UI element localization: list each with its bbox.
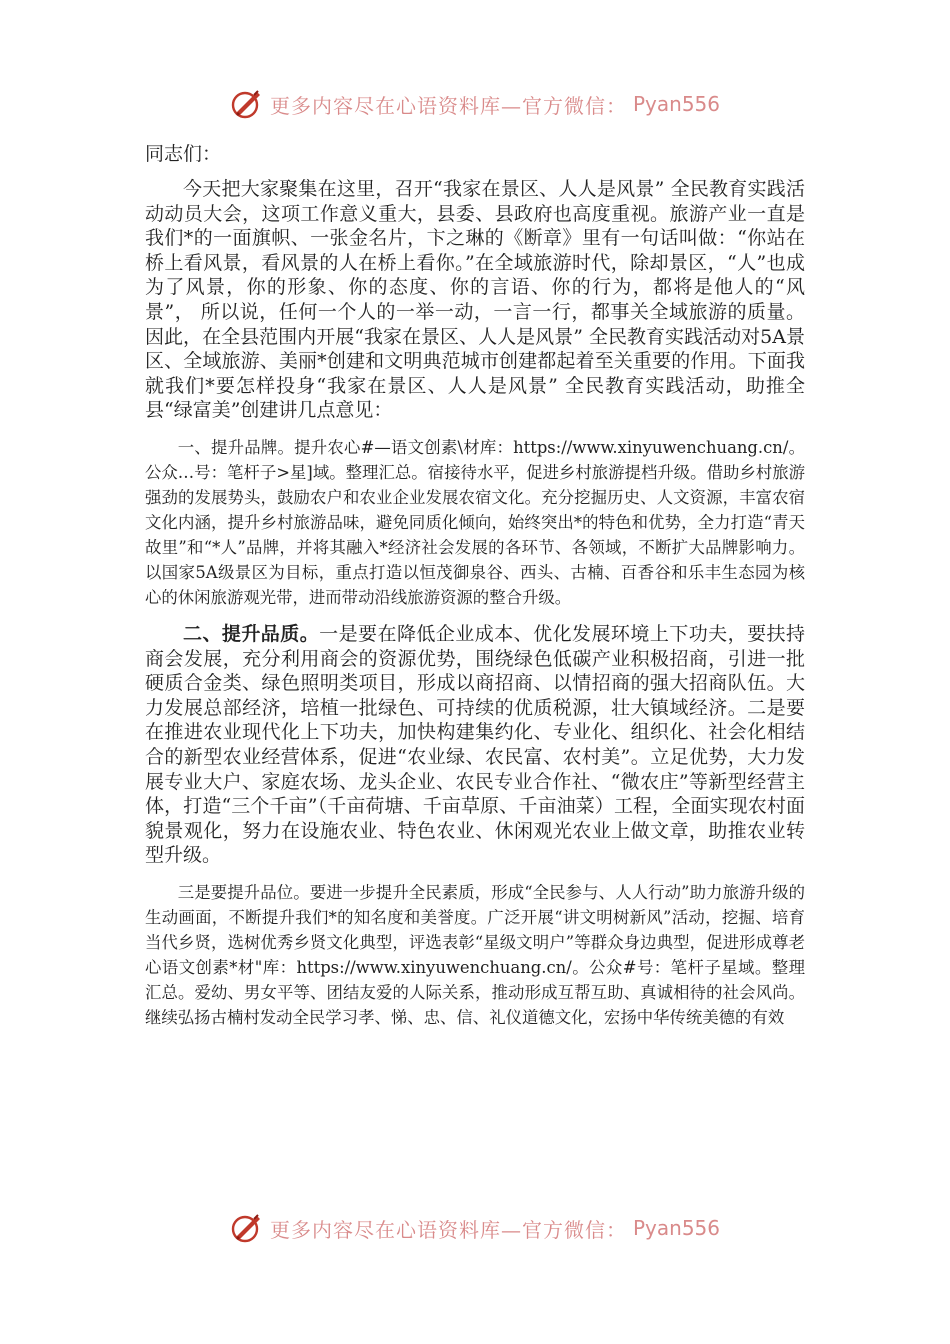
paragraph-text: 今天把大家聚集在这里，召开“我家在景区、人人是风景” 全民教育实践活动动员大会，这项工作意义重大，县委、县政府也高度重视。旅游产业一直是我们*的一面旗帜、一张金名片，卞之琳的《断章》里有一句话叫做：“你站在桥上看风景，看风景的人在桥上看你。”在全域旅游时代，除却景区，“人”也成为了风景，你的形象、你的态度、你的言语、你的行为，都将是他人的“风景”， 所以说，任何一个人的一举一动，一言一行，都事关全域旅游的质量。因此，在全县范围内开展“我家在景区、人人是风景” 全民教育实践活动对5A景区、全域旅游、美丽*创建和文明典范城市创建都起着至关重要的作用。下面我就我们*要怎样投身“我家在景区、人人是风景” 全民教育实践活动，助推全县“绿富美”创建讲几点意见：	[145, 178, 805, 422]
paragraph-quality	[145, 622, 805, 868]
paragraph-text: 三是要提升品位。要进一步提升全民素质，形成“全民参与、人人行动”助力旅游升级的生动画面，不断提升我们*的知名度和美誉度。广泛开展“讲文明树新风”活动，挖掘、培育当代乡贤，选树优秀乡贤文化典型，评选表彰“星级文明户”等群众身边典型，促进形成尊老心语文创素*材"库：https://www.xinyuwenchuang.cn/。公众#号：笔杆子星域。整理汇总。爱幼、男女平等、团结友爱的人际关系，推动形成互帮互助、真诚相待的社会风尚。继续弘扬古楠村发动全民学习孝、悌、忠、信、礼仪道德文化，宏扬中华传统美德的有效	[145, 882, 805, 1027]
watermark-text: 更多内容尽在心语资料库—官方微信：	[269, 1217, 627, 1242]
document-body	[145, 142, 805, 1042]
paragraph-text: 一是要在降低企业成本、优化发展环境上下功夫，要扶持商会发展，充分利用商会的资源优势，围绕绿色低碳产业积极招商，引进一批硬质合金类、绿色照明类项目，形成以商招商、以情招商的强大招商队伍。大力发展总部经济，培植一批绿色、可持续的优质税源，壮大镇域经济。二是要在推进农业现代化上下功夫，加快构建集约化、专业化、组织化、社会化相结合的新型农业经营体系，促进“农业绿、农民富、农村美”。立足优势，大力发展专业大户、家庭农场、龙头企业、农民专业合作社、“微农庄”等新型经营主体，打造“三个千亩”（千亩荷塘、千亩草原、千亩油菜）工程，全面实现农村面貌景观化，努力在设施农业、特色农业、休闲观光农业上做文章，助推农业转型升级。	[145, 622, 805, 867]
paragraph-intro	[145, 177, 805, 423]
watermark-wechat-id: Pyan556	[632, 1216, 720, 1240]
header-watermark	[0, 84, 950, 124]
greeting: 同志们：	[145, 143, 222, 165]
section-heading: 二、提升品质。	[183, 622, 320, 645]
pen-logo-icon	[230, 1211, 264, 1245]
paragraph-taste	[145, 880, 805, 1030]
paragraph-text: 一、提升品牌。提升农心#—语文创素\材库：https://www.xinyuwenchuang.cn/。公众…号：笔杆子>星]域。整理汇总。宿接待水平，促进乡村旅游提档升级。借助乡村旅游强劲的发展势头，鼓励农户和农业企业发展农宿文化。充分挖掘历史、人文资源，丰富农宿文化内涵，提升乡村旅游品味，避免同质化倾向，始终突出*的特色和优势，全力打造“青天故里”和“*人”品牌，并将其融入*经济社会发展的各环节、各领域，不断扩大品牌影响力。以国家5A级景区为目标，重点打造以恒茂御泉谷、西头、古楠、百香谷和乐丰生态园为核心的休闲旅游观光带，进而带动沿线旅游资源的整合升级。	[145, 437, 805, 607]
watermark-wechat-id: Pyan556	[632, 92, 720, 116]
pen-logo-icon	[230, 87, 264, 121]
watermark-text: 更多内容尽在心语资料库—官方微信：	[269, 93, 627, 118]
footer-watermark	[0, 1208, 950, 1248]
paragraph-brand	[145, 435, 805, 610]
